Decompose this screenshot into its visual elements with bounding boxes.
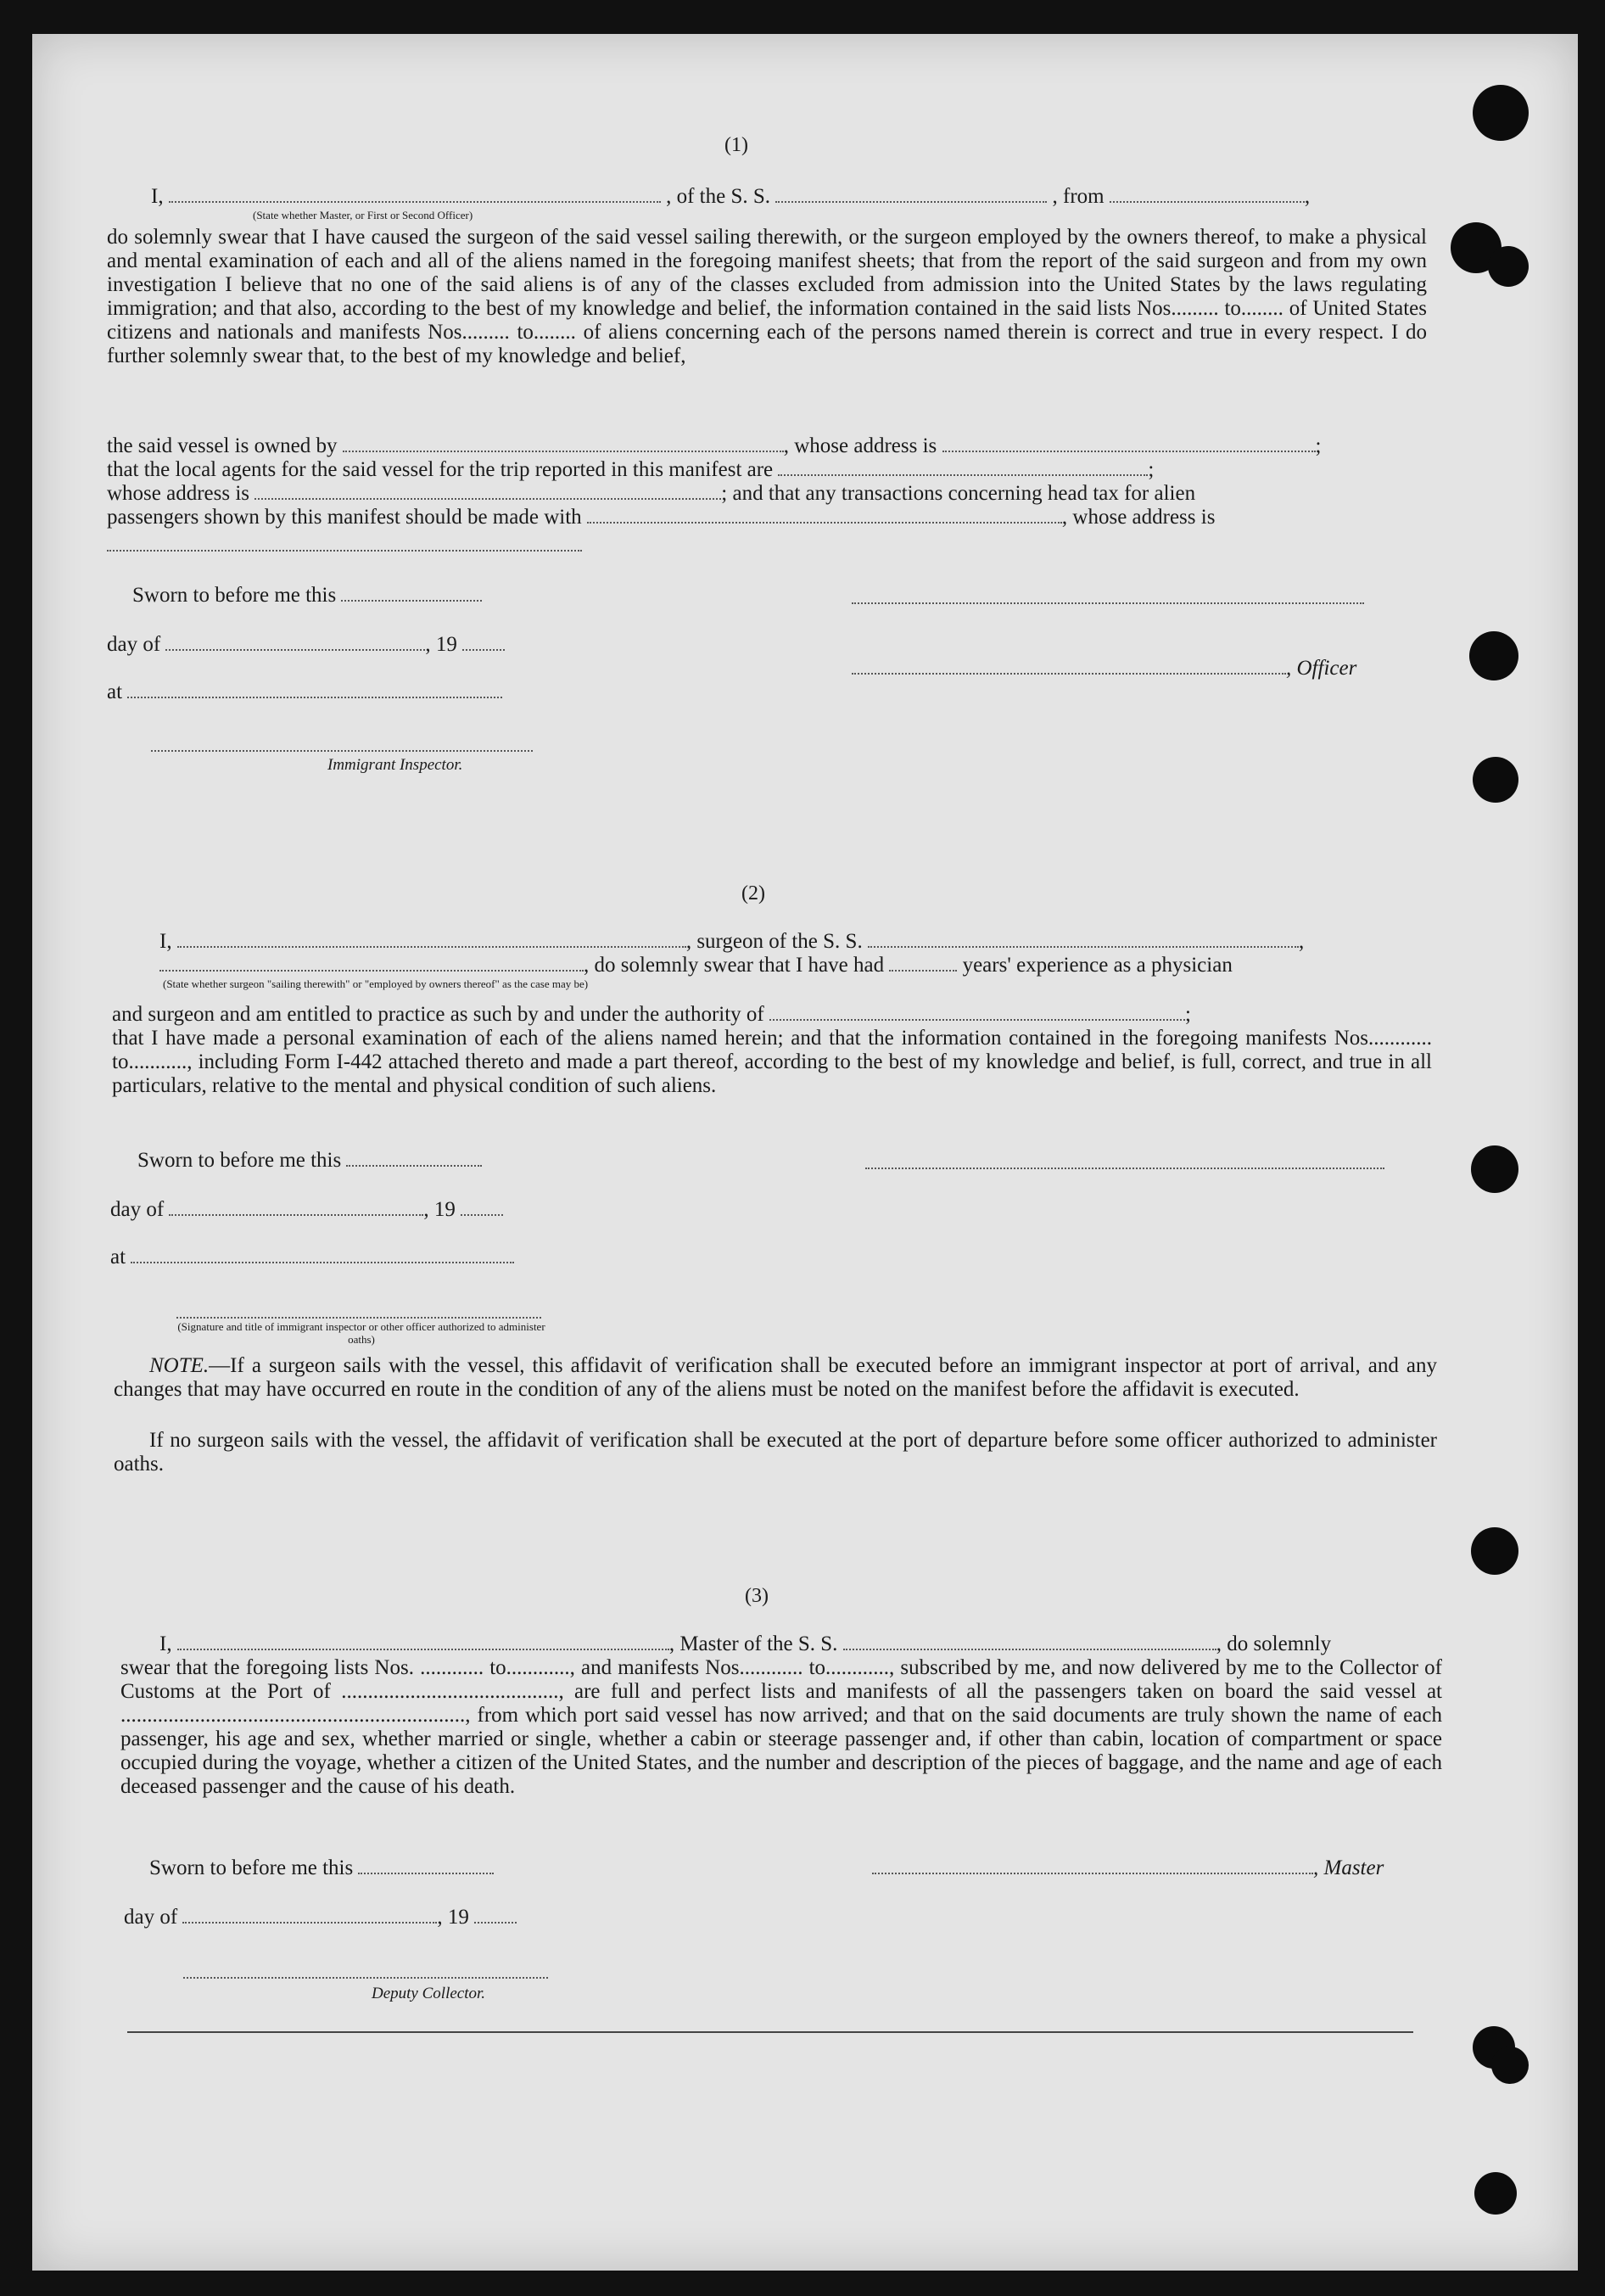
section-2-paragraph: that I have made a personal examination of each of the aliens named herein; and that the information contained in the foregoing manifests Nos............ to..........., including Form I-442 attached thereto and made a part thereof, according to the best of my knowledge and belief, is full, correct, and true in all particulars, relative to the mental and physical condition of such aliens. xyxy=(112,1027,1432,1097)
year-field[interactable] xyxy=(462,634,505,651)
officer-title-field[interactable] xyxy=(852,658,1286,675)
from-label: , from xyxy=(1052,185,1104,208)
year-label-2: , 19 xyxy=(423,1198,456,1221)
section-3-oath-line xyxy=(159,1632,1331,1656)
day-of-field-2[interactable] xyxy=(169,1199,423,1216)
signature-title-note: (Signature and title of immigrant inspector or other officer authorized to administer oaths) xyxy=(177,1320,545,1346)
at-field[interactable] xyxy=(127,681,502,698)
officer-line xyxy=(852,657,1356,680)
authority-label: and surgeon and am entitled to practice as such by and under the authority of xyxy=(112,1003,764,1026)
i-label-2: I, xyxy=(159,930,172,953)
section-1-number: (1) xyxy=(724,134,748,156)
officer-name-field[interactable] xyxy=(169,186,661,203)
section-1-paragraph: do solemnly swear that I have caused the surgeon of the said vessel sailing therewith, or the surgeon employed by the owners thereof, to make a physical and mental examination of each and all of the aliens named in the foregoing manifest sheets; that from the report of the said surgeon and from my own investigation I believe that no one of the said aliens is of any of the classes excluded from admission into the United States by the laws regulating immigration; and that also, according to the best of my knowledge and belief, the information contained in the said lists Nos......... to........ of United States citizens and nationals and manifests Nos......... to........ of aliens concerning each of the persons named therein is correct and true in every respect. I do further solemnly swear that, to the best of my knowledge and belief, xyxy=(107,226,1427,367)
owner-address-field[interactable] xyxy=(942,435,1316,452)
master-vessel-field[interactable] xyxy=(843,1633,1216,1650)
local-agents-label: that the local agents for the said vessel for the trip reported in this manifest are xyxy=(107,458,774,481)
authority-field[interactable] xyxy=(769,1004,1185,1021)
year-field-2[interactable] xyxy=(461,1199,503,1216)
note-text-2: If no surgeon sails with the vessel, the affidavit of verification shall be executed at the port of departure before some officer authorized to administer oaths. xyxy=(114,1429,1437,1476)
note-paragraph-2 xyxy=(114,1429,1437,1476)
surgeon-name-field[interactable] xyxy=(177,931,686,948)
whose-address-label-3: , whose address is xyxy=(1061,506,1216,529)
passengers-line xyxy=(107,506,1215,529)
of-ss-label: , of the S. S. xyxy=(666,185,771,208)
swear-line xyxy=(159,954,1233,977)
head-tax-contact-field[interactable] xyxy=(587,507,1062,524)
officer-signature-line-1 xyxy=(852,601,1364,604)
whose-address-label-2: whose address is xyxy=(107,482,250,505)
sworn-date-field-2[interactable] xyxy=(346,1150,482,1167)
day-of-label-2: day of xyxy=(110,1198,165,1221)
at-label-2: at xyxy=(110,1246,126,1268)
local-agents-line: that the local agents for the said vessel for the trip reported in this manifest are ; xyxy=(107,458,1155,481)
local-agents-field[interactable] xyxy=(778,459,1148,476)
surgeon-of-label: , surgeon of the S. S. xyxy=(685,930,863,953)
year-label-3: , 19 xyxy=(437,1906,469,1929)
punch-hole xyxy=(1471,1527,1518,1575)
year-field-3[interactable] xyxy=(474,1907,517,1924)
section-2-oath-line: I, , surgeon of the S. S. , xyxy=(159,930,1305,953)
address-line xyxy=(107,548,582,552)
years-label: years' experience as a physician xyxy=(962,954,1233,977)
punch-hole xyxy=(1473,757,1518,803)
section-3-paragraph: swear that the foregoing lists Nos. ............ to............, and manifests Nos............ to............, subscribed by me, and now delivered by me to the Collector of Customs at the Port of ........................................., are full and perfect lists and manifests of all the passengers taken on board the said vessel at ................................................................., from which port said vessel has now arrived; and that on the said documents are truly shown the name of each passenger, his age and sex, whether married or single, whether a cabin or steerage passenger and, if other than cabin, location of compartment or space occupied during the voyage, whether a citizen of the United States, and the number and description of the pieces of baggage, and the name and age of each deceased passenger and the cause of his death. xyxy=(120,1656,1442,1798)
punch-hole xyxy=(1488,246,1529,287)
owned-by-label: the said vessel is owned by xyxy=(107,434,338,457)
at-field-2[interactable] xyxy=(131,1246,514,1263)
head-tax-text: ; and that any transactions concerning head tax for alien xyxy=(721,482,1196,505)
authority-line: and surgeon and am entitled to practice as such by and under the authority of ; xyxy=(112,1003,1191,1026)
passengers-label: passengers shown by this manifest should be made with xyxy=(107,506,582,529)
whose-address-line xyxy=(107,482,1195,506)
section-3-number: (3) xyxy=(745,1585,769,1607)
manifest-page xyxy=(32,34,1578,2271)
sworn-label: Sworn to before me this xyxy=(132,584,337,607)
whose-address-label: , whose address is xyxy=(783,434,937,457)
section-2-number: (2) xyxy=(741,882,765,904)
punch-hole xyxy=(1469,631,1518,680)
punch-hole xyxy=(1471,1145,1518,1193)
officer-label: , Officer xyxy=(1286,657,1357,680)
at-label: at xyxy=(107,680,123,703)
day-of-field-3[interactable] xyxy=(182,1907,437,1924)
collector-signature-line xyxy=(183,1975,548,1979)
master-signature-line xyxy=(872,1856,1384,1880)
day-of-label-3: day of xyxy=(124,1906,178,1929)
master-signature-field[interactable] xyxy=(872,1857,1313,1874)
day-of-field[interactable] xyxy=(165,634,425,651)
deputy-collector-label: Deputy Collector. xyxy=(372,1985,486,2002)
sworn-label-3: Sworn to before me this xyxy=(149,1856,354,1879)
agents-address-field[interactable] xyxy=(254,483,721,500)
i-label: I, xyxy=(151,185,164,208)
master-label: , Master xyxy=(1313,1856,1384,1879)
at-line-2 xyxy=(110,1246,514,1269)
punch-hole xyxy=(1491,2047,1529,2084)
master-of-label: , Master of the S. S. xyxy=(668,1632,838,1655)
surgeon-vessel-field[interactable] xyxy=(868,931,1299,948)
punch-hole xyxy=(1474,2172,1517,2215)
state-whether-note: (State whether Master, or First or Second Officer) xyxy=(253,209,473,221)
at-line-1 xyxy=(107,680,502,704)
owned-by-line: the said vessel is owned by , whose address is ; xyxy=(107,434,1322,457)
surgeon-signature-line xyxy=(865,1166,1384,1169)
years-field[interactable] xyxy=(889,955,957,972)
sworn-line-2 xyxy=(137,1149,482,1173)
do-solemnly-label: , do solemnly xyxy=(1216,1632,1332,1655)
sworn-date-field-3[interactable] xyxy=(358,1857,494,1874)
day-of-label: day of xyxy=(107,633,161,656)
day-of-line-3 xyxy=(124,1906,517,1929)
owner-field[interactable] xyxy=(343,435,784,452)
surgeon-status-field[interactable] xyxy=(159,955,584,972)
note-label: NOTE. xyxy=(149,1354,210,1377)
day-of-line-2 xyxy=(110,1198,503,1222)
from-port-field[interactable] xyxy=(1110,186,1305,203)
i-label-3: I, xyxy=(159,1632,172,1655)
swear-label: , do solemnly swear that I have had xyxy=(584,954,885,977)
inspector-signature-line-2 xyxy=(176,1315,541,1319)
surgeon-state-note: (State whether surgeon "sailing therewith" or "employed by owners thereof" as the case may be) xyxy=(163,977,589,990)
year-label: , 19 xyxy=(425,633,457,656)
sworn-date-field[interactable] xyxy=(341,585,482,602)
sworn-line-1 xyxy=(132,584,482,608)
note-paragraph xyxy=(114,1354,1437,1402)
note-text: —If a surgeon sails with the vessel, this affidavit of verification shall be executed before an immigrant inspector at port of arrival, and any changes that may have occurred en route in the condition of any of the aliens must be noted on the manifest before the affidavit is executed. xyxy=(114,1354,1437,1401)
immigrant-inspector-label: Immigrant Inspector. xyxy=(327,756,463,774)
sworn-line-3 xyxy=(149,1856,494,1880)
sworn-label-2: Sworn to before me this xyxy=(137,1149,342,1172)
bottom-rule xyxy=(127,2031,1413,2033)
master-name-field[interactable] xyxy=(177,1633,669,1650)
inspector-signature-line xyxy=(151,748,533,752)
section-1-oath-line: I, , of the S. S. , from , xyxy=(151,185,1311,208)
punch-hole xyxy=(1473,85,1529,141)
day-of-line-1 xyxy=(107,633,505,657)
vessel-name-field[interactable] xyxy=(775,186,1047,203)
